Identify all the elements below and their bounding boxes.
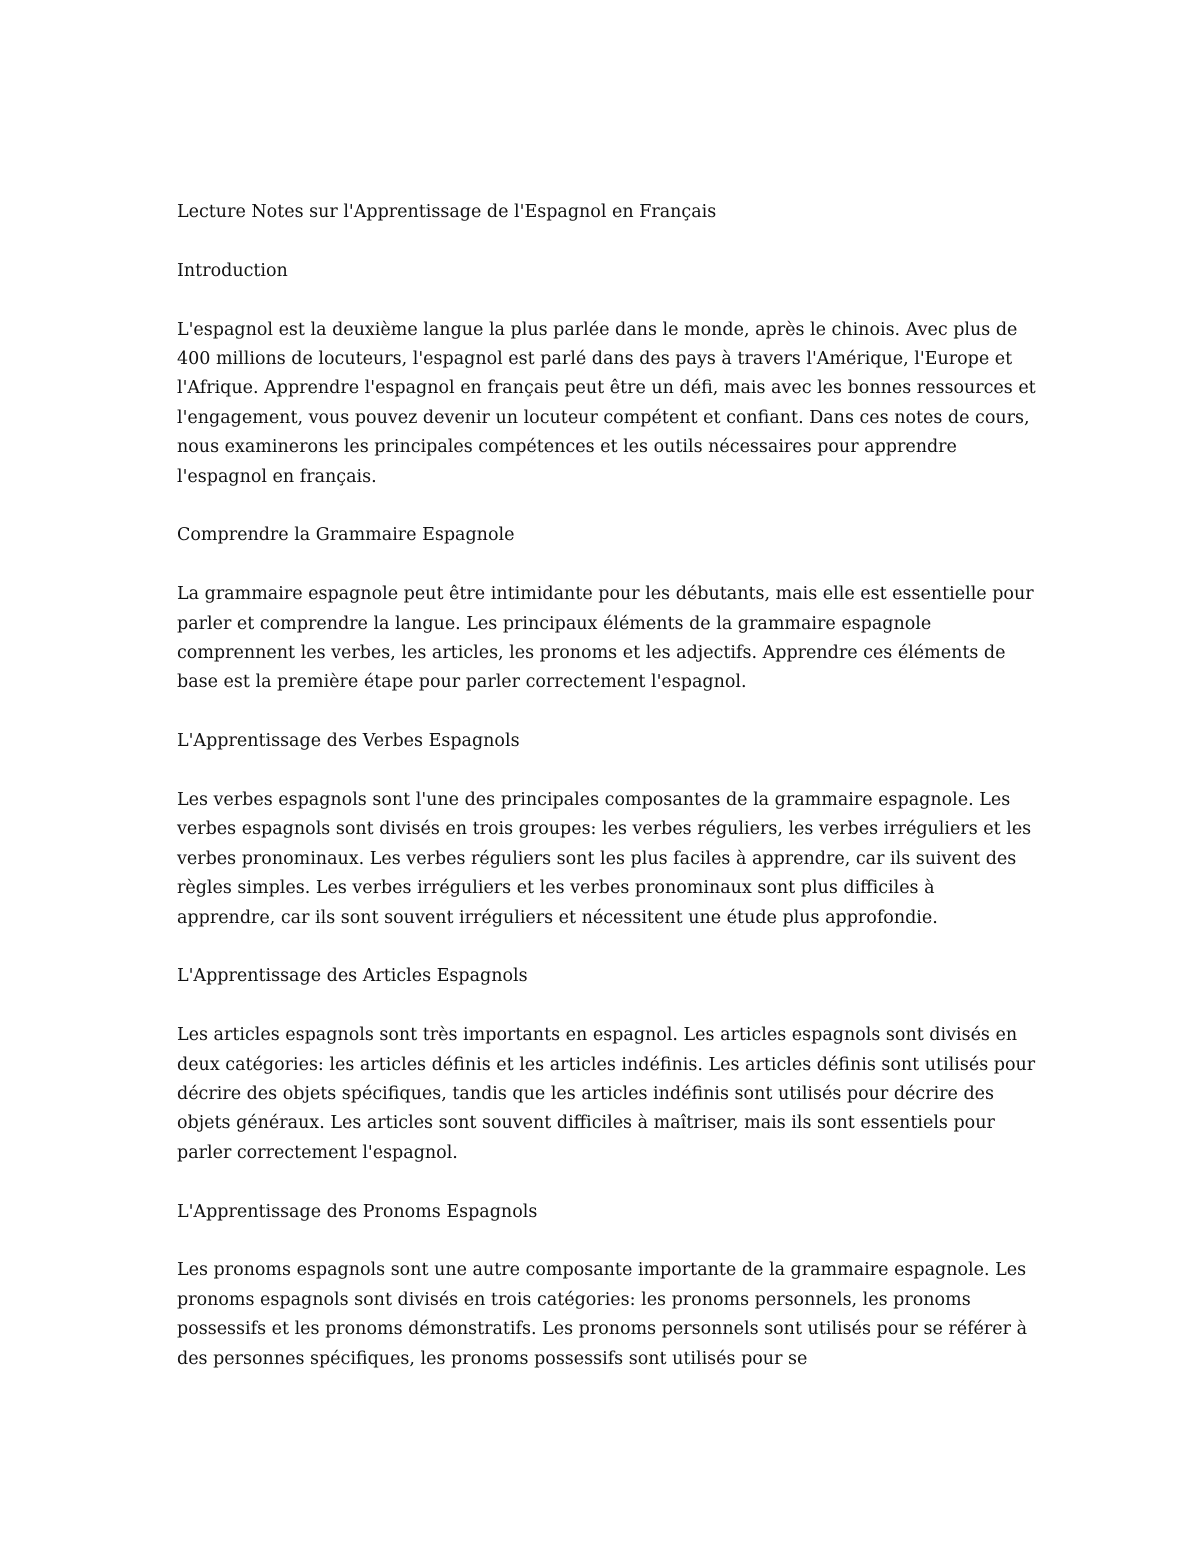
section-paragraph-grammar: La grammaire espagnole peut être intimidante pour les débutants, mais elle est essentielle pour parler et comprendre la langue. Les principaux éléments de la grammaire espagnole comprennent les verbes, les articles, les pronoms et les adjectifs. Apprendre ces éléments de base est la première étape pour parler correctement l'espagnol. <box>177 584 1034 693</box>
section-heading-verbs: L'Apprentissage des Verbes Espagnols <box>177 731 520 752</box>
section-paragraph-pronouns: Les pronoms espagnols sont une autre composante importante de la grammaire espagnole. Les pronoms espagnols sont divisés en trois catégories: les pronoms personnels, les pronoms possessifs et les pronoms démonstratifs. Les pronoms personnels sont utilisés pour se référer à des personnes spécifiques, les pronoms possessifs sont utilisés pour se <box>177 1260 1027 1369</box>
document-title: Lecture Notes sur l'Apprentissage de l'Espagnol en Français <box>177 202 717 222</box>
section-paragraph-verbs: Les verbes espagnols sont l'une des principales composantes de la grammaire espagnole. Les verbes espagnols sont divisés en trois groupes: les verbes réguliers, les verbes irréguliers et les verbes pronominaux. Les verbes réguliers sont les plus faciles à apprendre, car ils suivent des règles simples. Les verbes irréguliers et les verbes pronominaux sont plus difficiles à apprendre, car ils sont souvent irréguliers et nécessitent une étude plus approfondie. <box>177 790 1032 928</box>
section-heading-introduction: Introduction <box>177 260 288 281</box>
section-heading-pronouns: L'Apprentissage des Pronoms Espagnols <box>177 1201 538 1222</box>
section-paragraph-articles: Les articles espagnols sont très importants en espagnol. Les articles espagnols sont divisés en deux catégories: les articles définis et les articles indéfinis. Les articles définis sont utilisés pour décrire des objets spécifiques, tandis que les articles indéfinis sont utilisés pour décrire des objets généraux. Les articles sont souvent difficiles à maîtriser, mais ils sont essentiels pour parler correctement l'espagnol. <box>177 1025 1036 1163</box>
section-paragraph-introduction: L'espagnol est la deuxième langue la plus parlée dans le monde, après le chinois. Avec plus de 400 millions de locuteurs, l'espagnol est parlé dans des pays à travers l'Amérique, l'Europe et l'Afrique. Apprendre l'espagnol en français peut être un défi, mais avec les bonnes ressources et l'engagement, vous pouvez devenir un locuteur compétent et confiant. Dans ces notes de cours, nous examinerons les principales compétences et les outils nécessaires pour apprendre l'espagnol en français. <box>177 319 1036 487</box>
section-heading-grammar: Comprendre la Grammaire Espagnole <box>177 525 515 546</box>
section-heading-articles: L'Apprentissage des Articles Espagnols <box>177 966 528 987</box>
document-page <box>177 198 1037 1374</box>
